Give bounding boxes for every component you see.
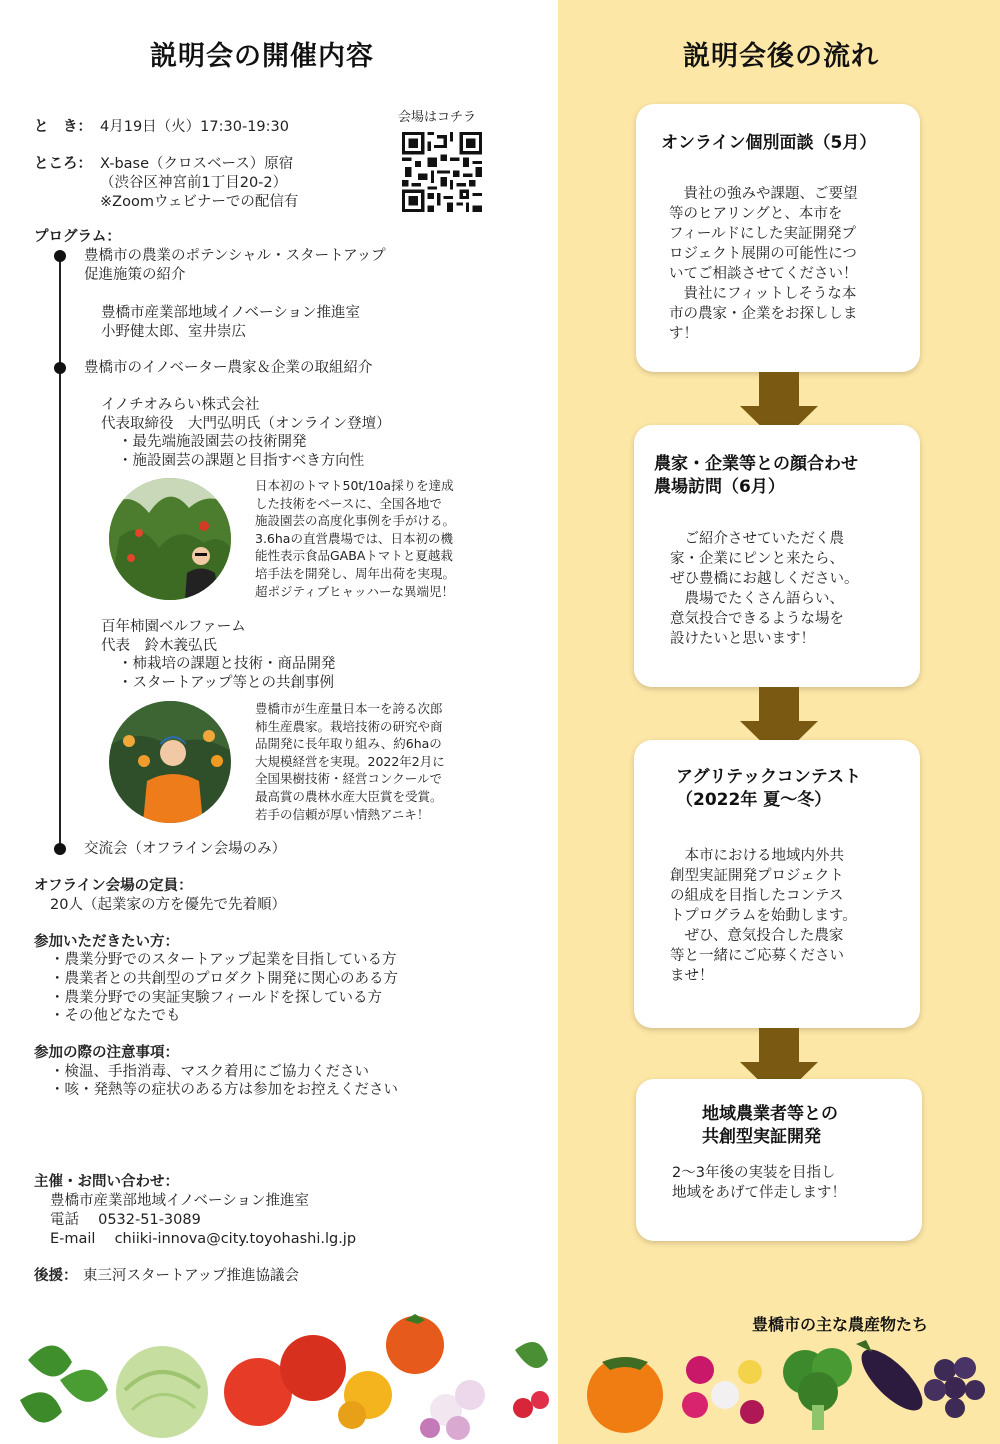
yellow-tomato-icon [338, 1371, 392, 1429]
broccoli-icon [783, 1348, 852, 1430]
program-item1-speaker-1: 豊橋市産業部地域イノベーション推進室 [101, 305, 360, 321]
speaker1-photo [109, 478, 231, 600]
when-label: と き： [34, 119, 92, 135]
company2-speaker: 代表 鈴木義弘氏 [101, 638, 217, 654]
flow-card-3-title: アグリテックコンテスト （2022年 夏〜冬） [676, 767, 862, 810]
notes-item-1: ・検温、手指消毒、マスク着用にご協力ください [50, 1064, 369, 1080]
flow-card-3 [634, 740, 920, 1028]
target-item-1: ・農業分野でのスタートアップ起業を目指している方 [50, 952, 397, 968]
eggplant-icon [852, 1340, 931, 1420]
contact-org: 豊橋市産業部地域イノベーション推進室 [50, 1193, 309, 1209]
qr-code-icon[interactable] [402, 132, 482, 212]
company1-bullet-1: ・最先端施設園芸の技術開発 [118, 434, 307, 450]
capacity-value: 20人（起業家の方を優先で先着順） [50, 897, 286, 913]
when-value: 4月19日（火）17:30-19:30 [100, 119, 289, 135]
contact-email[interactable]: E-mail chiiki-innova@city.toyohashi.lg.jp [50, 1231, 357, 1247]
where-line-1: X-base（クロスベース）原宿 [100, 156, 294, 172]
timeline-dot-2 [54, 362, 66, 374]
flower-icon [682, 1356, 764, 1424]
cabbage-icon [116, 1346, 208, 1438]
program-item2-title: 豊橋市のイノベーター農家＆企業の取組紹介 [84, 360, 373, 376]
flow-card-4 [636, 1079, 922, 1241]
qr-label: 会場はコチラ [398, 110, 477, 125]
program-item1-title-2: 促進施策の紹介 [84, 267, 186, 283]
flow-card-1 [636, 104, 920, 372]
radish-icon [513, 1342, 549, 1418]
where-line-3: ※Zoomウェビナーでの配信有 [100, 194, 299, 210]
where-label: ところ： [34, 156, 92, 172]
flow-card-2-body: ご紹介させていただく農 家・企業にピンと来たら、 ぜひ豊橋にお越しください。 農場でたくさん語らい、 意気投合できるような場を 設けたいと思います！ [670, 531, 859, 647]
company1-speaker: 代表取締役 大門弘明氏（オンライン登壇） [101, 416, 391, 432]
flow-card-1-body: 貴社の強みや課題、ご要望 等のヒアリングと、本市を フィールドにした実証開発プ ロジェクト展開の可能性につ いてご相談させてください！ 貴社にフィットしそうな本 市の農家・企業をお探ししま す！ [669, 186, 858, 342]
flow-card-4-title: 地域農業者等との 共創型実証開発 [702, 1104, 838, 1147]
flow-card-2 [634, 425, 920, 687]
tomato-icon [224, 1314, 444, 1426]
speaker2-photo [109, 701, 231, 823]
contact-label: 主催・お問い合わせ： [34, 1174, 179, 1190]
flow-card-1-title: オンライン個別面談（5月） [661, 133, 877, 153]
flow-card-3-body: 本市における地域内外共 創型実証開発プロジェクト の組成を目指したコンテス トプログラムを始動します。 ぜひ、意気投合した農家 等と一緒にご応募ください ませ！ [670, 848, 857, 984]
contact-phone: 電話 0532-51-3089 [50, 1212, 201, 1228]
company2-name: 百年柿園ベルファーム [101, 619, 246, 635]
support-value: 東三河スタートアップ推進協議会 [83, 1268, 300, 1284]
program-item3-title: 交流会（オフライン会場のみ） [84, 841, 287, 857]
capacity-label: オフライン会場の定員： [34, 878, 193, 894]
notes-label: 参加の際の注意事項： [34, 1045, 179, 1061]
company2-bullet-1: ・柿栽培の課題と技術・商品開発 [118, 656, 336, 672]
notes-item-2: ・咳・発熱等の症状のある方は参加をお控えください [50, 1082, 398, 1098]
flow-card-2-title: 農家・企業等との顔合わせ 農場訪問（6月） [654, 454, 858, 497]
program-item1-speaker-2: 小野健太郎、室井崇広 [101, 324, 246, 340]
program-label: プログラム： [34, 229, 121, 245]
produce-label: 豊橋市の主な農産物たち [752, 1315, 929, 1334]
timeline-dot-1 [54, 250, 66, 262]
company2-description: 豊橋市が生産量日本一を誇る次郎 柿生産農家。栽培技術の研究や商 品開発に長年取り組み、約6haの 大規模経営を実現。2022年2月に 全国果樹技術・経営コンクールで 最高賞の農林水産大臣賞を受賞。 若手の信頼が厚い情熱アニキ！ [255, 701, 445, 822]
company2-bullet-2: ・スタートアップ等との共創事例 [118, 675, 335, 691]
flow-card-4-body: 2〜3年後の実装を目指し 地域をあげて伴走します！ [672, 1165, 846, 1201]
target-item-3: ・農業分野での実証実験フィールドを探している方 [50, 990, 383, 1006]
target-item-2: ・農業者との共創型のプロダクト開発に関心のある方 [50, 971, 398, 987]
support-label: 後援： [34, 1268, 78, 1284]
shiso-leaf-icon [20, 1345, 108, 1422]
program-item1-title-1: 豊橋市の農業のポテンシャル・スタートアップ [84, 248, 386, 264]
right-heading: 説明会後の流れ [683, 41, 879, 72]
company1-bullet-2: ・施設園芸の課題と目指すべき方向性 [118, 453, 365, 469]
target-item-4: ・その他どなたでも [50, 1008, 181, 1024]
target-label: 参加いただきたい方： [34, 934, 179, 950]
grape-icon [924, 1357, 985, 1418]
timeline-dot-3 [54, 843, 66, 855]
company1-description: 日本初のトマト50t/10a採りを達成 した技術をベースに、全国各地で 施設園芸の高度化事例を手がける。 3.6haの直営農場では、日本初の機 能性表示食品GABAトマトと夏越栽 培手法を開発し、周年出荷を実現。 超ポジティブヒャッハーな異端児！ [255, 478, 456, 599]
where-line-2: （渋谷区神宮前1丁目20-2） [100, 175, 288, 191]
left-heading: 説明会の開催内容 [150, 41, 374, 72]
orchid-flower-icon [420, 1380, 485, 1440]
company1-name: イノチオみらい株式会社 [101, 397, 260, 413]
persimmon-icon [587, 1357, 663, 1433]
program-timeline [59, 254, 61, 850]
